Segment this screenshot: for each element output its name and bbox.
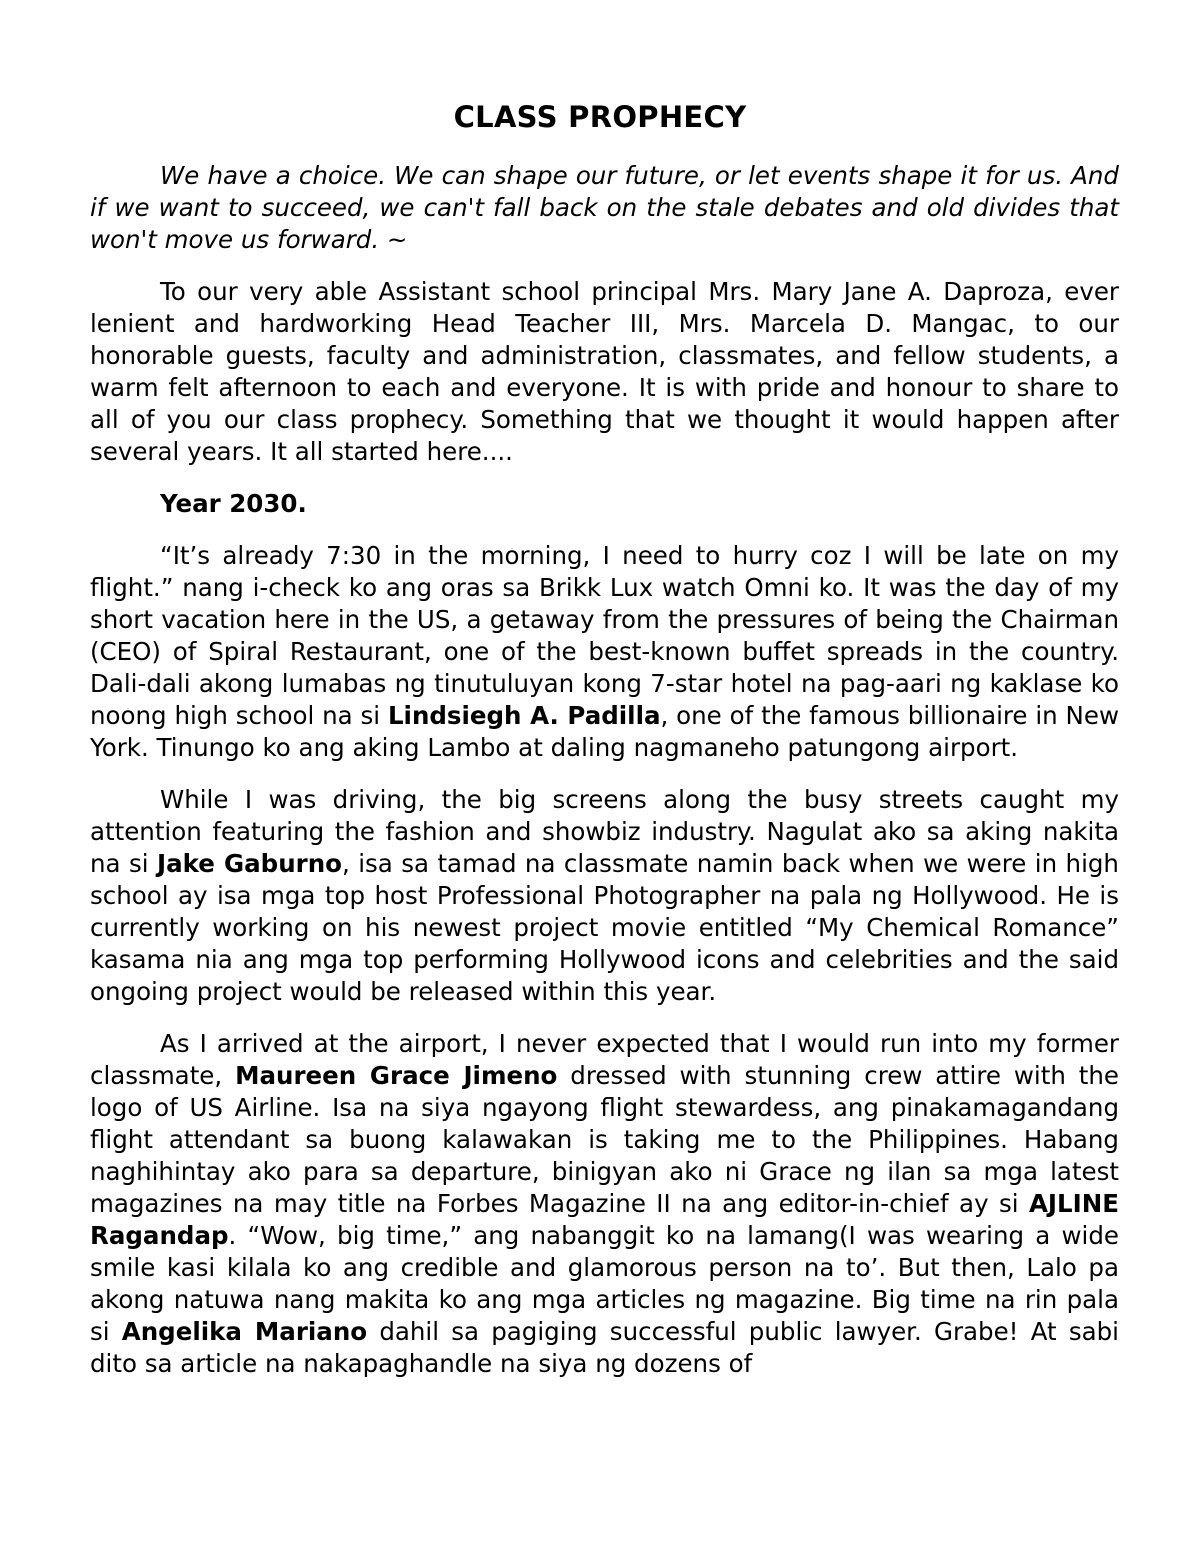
document-title: CLASS PROPHECY (453, 100, 747, 134)
classmate-name: Maureen Grace Jimeno (235, 1061, 558, 1090)
epigraph-quote: We have a choice. We can shape our future, or let events shape it for us. And if we want to succeed, we can't fall back on the stale debates and old divides that won't move us forward. ~ (90, 161, 1119, 254)
paragraph-text: As I arrived at the airport, I never expected that I would run into my former classmate, (90, 1029, 1119, 1090)
paragraph-text: dressed with stunning crew attire with the logo of US Airline. Isa na siya ngayong flight stewardess, ang pinakamagandang flight attendant sa buong kalawakan is taking me to the Philippines. Habang naghihintay ako para sa departure, binigyan ako ni Grace ng ilan sa mga latest magazines na may title na Forbes Magazine II na ang editor-in-chief ay si (90, 1061, 1119, 1218)
paragraph-text: , isa sa tamad na classmate namin back when we were in high school ay isa mga top host Professional Photographer na pala ng Hollywood. He is currently working on his newest project movie entitled “My Chemical Romance” kasama nia ang mga top performing Hollywood icons and celebrities and the said ongoing project would be released within this year. (90, 849, 1119, 1006)
paragraph-text: dahil sa pagiging successful public lawyer. Grabe! At sabi dito sa article na nakapaghandle na siya ng dozens of (90, 1317, 1119, 1378)
story-paragraph-1 (90, 540, 1119, 764)
classmate-name: Lindsiegh A. Padilla (387, 701, 661, 730)
paragraph-text: . “Wow, big time,” ang nabanggit ko na lamang(I was wearing a wide smile kasi kilala ko ang credible and glamorous person na to’. But then, Lalo pa akong natuwa nang makita ko ang mga articles ng magazine. Big time na rin pala si (90, 1221, 1119, 1346)
paragraph-text: “It’s already 7:30 in the morning, I need to hurry coz I will be late on my flight.” nang i-check ko ang oras sa Brikk Lux watch Omni ko. It was the day of my short vacation here in the US, a getaway from the pressures of being the Chairman (CEO) of Spiral Restaurant, one of the best-known buffet spreads in the country. Dali-dali akong lumabas ng tinutuluyan kong 7-star hotel na pag-aari ng kaklase ko noong high school na si (90, 541, 1119, 730)
paragraph-text: , one of the famous billionaire in New York. Tinungo ko ang aking Lambo at daling nagmaneho patungong airport. (90, 701, 1119, 762)
story-paragraph-3 (90, 1028, 1119, 1380)
document-body (90, 160, 1119, 1400)
classmate-name: AJLINE Ragandap (90, 1189, 1119, 1250)
classmate-name: Angelika Mariano (121, 1317, 368, 1346)
greeting-paragraph: To our very able Assistant school principal Mrs. Mary Jane A. Daproza, ever lenient and hardworking Head Teacher III, Mrs. Marcela D. Mangac, to our honorable guests, faculty and administration, classmates, and fellow students, a warm felt afternoon to each and everyone. It is with pride and honour to share to all of you our class prophecy. Something that we thought it would happen after several years. It all started here.... (90, 277, 1119, 466)
paragraph-text: While I was driving, the big screens along the busy streets caught my attention featuring the fashion and showbiz industry. Nagulat ako sa aking nakita na si (90, 785, 1119, 878)
story-paragraph-2 (90, 784, 1119, 1008)
year-heading: Year 2030. (160, 489, 307, 518)
classmate-name: Jake Gaburno (156, 849, 343, 878)
